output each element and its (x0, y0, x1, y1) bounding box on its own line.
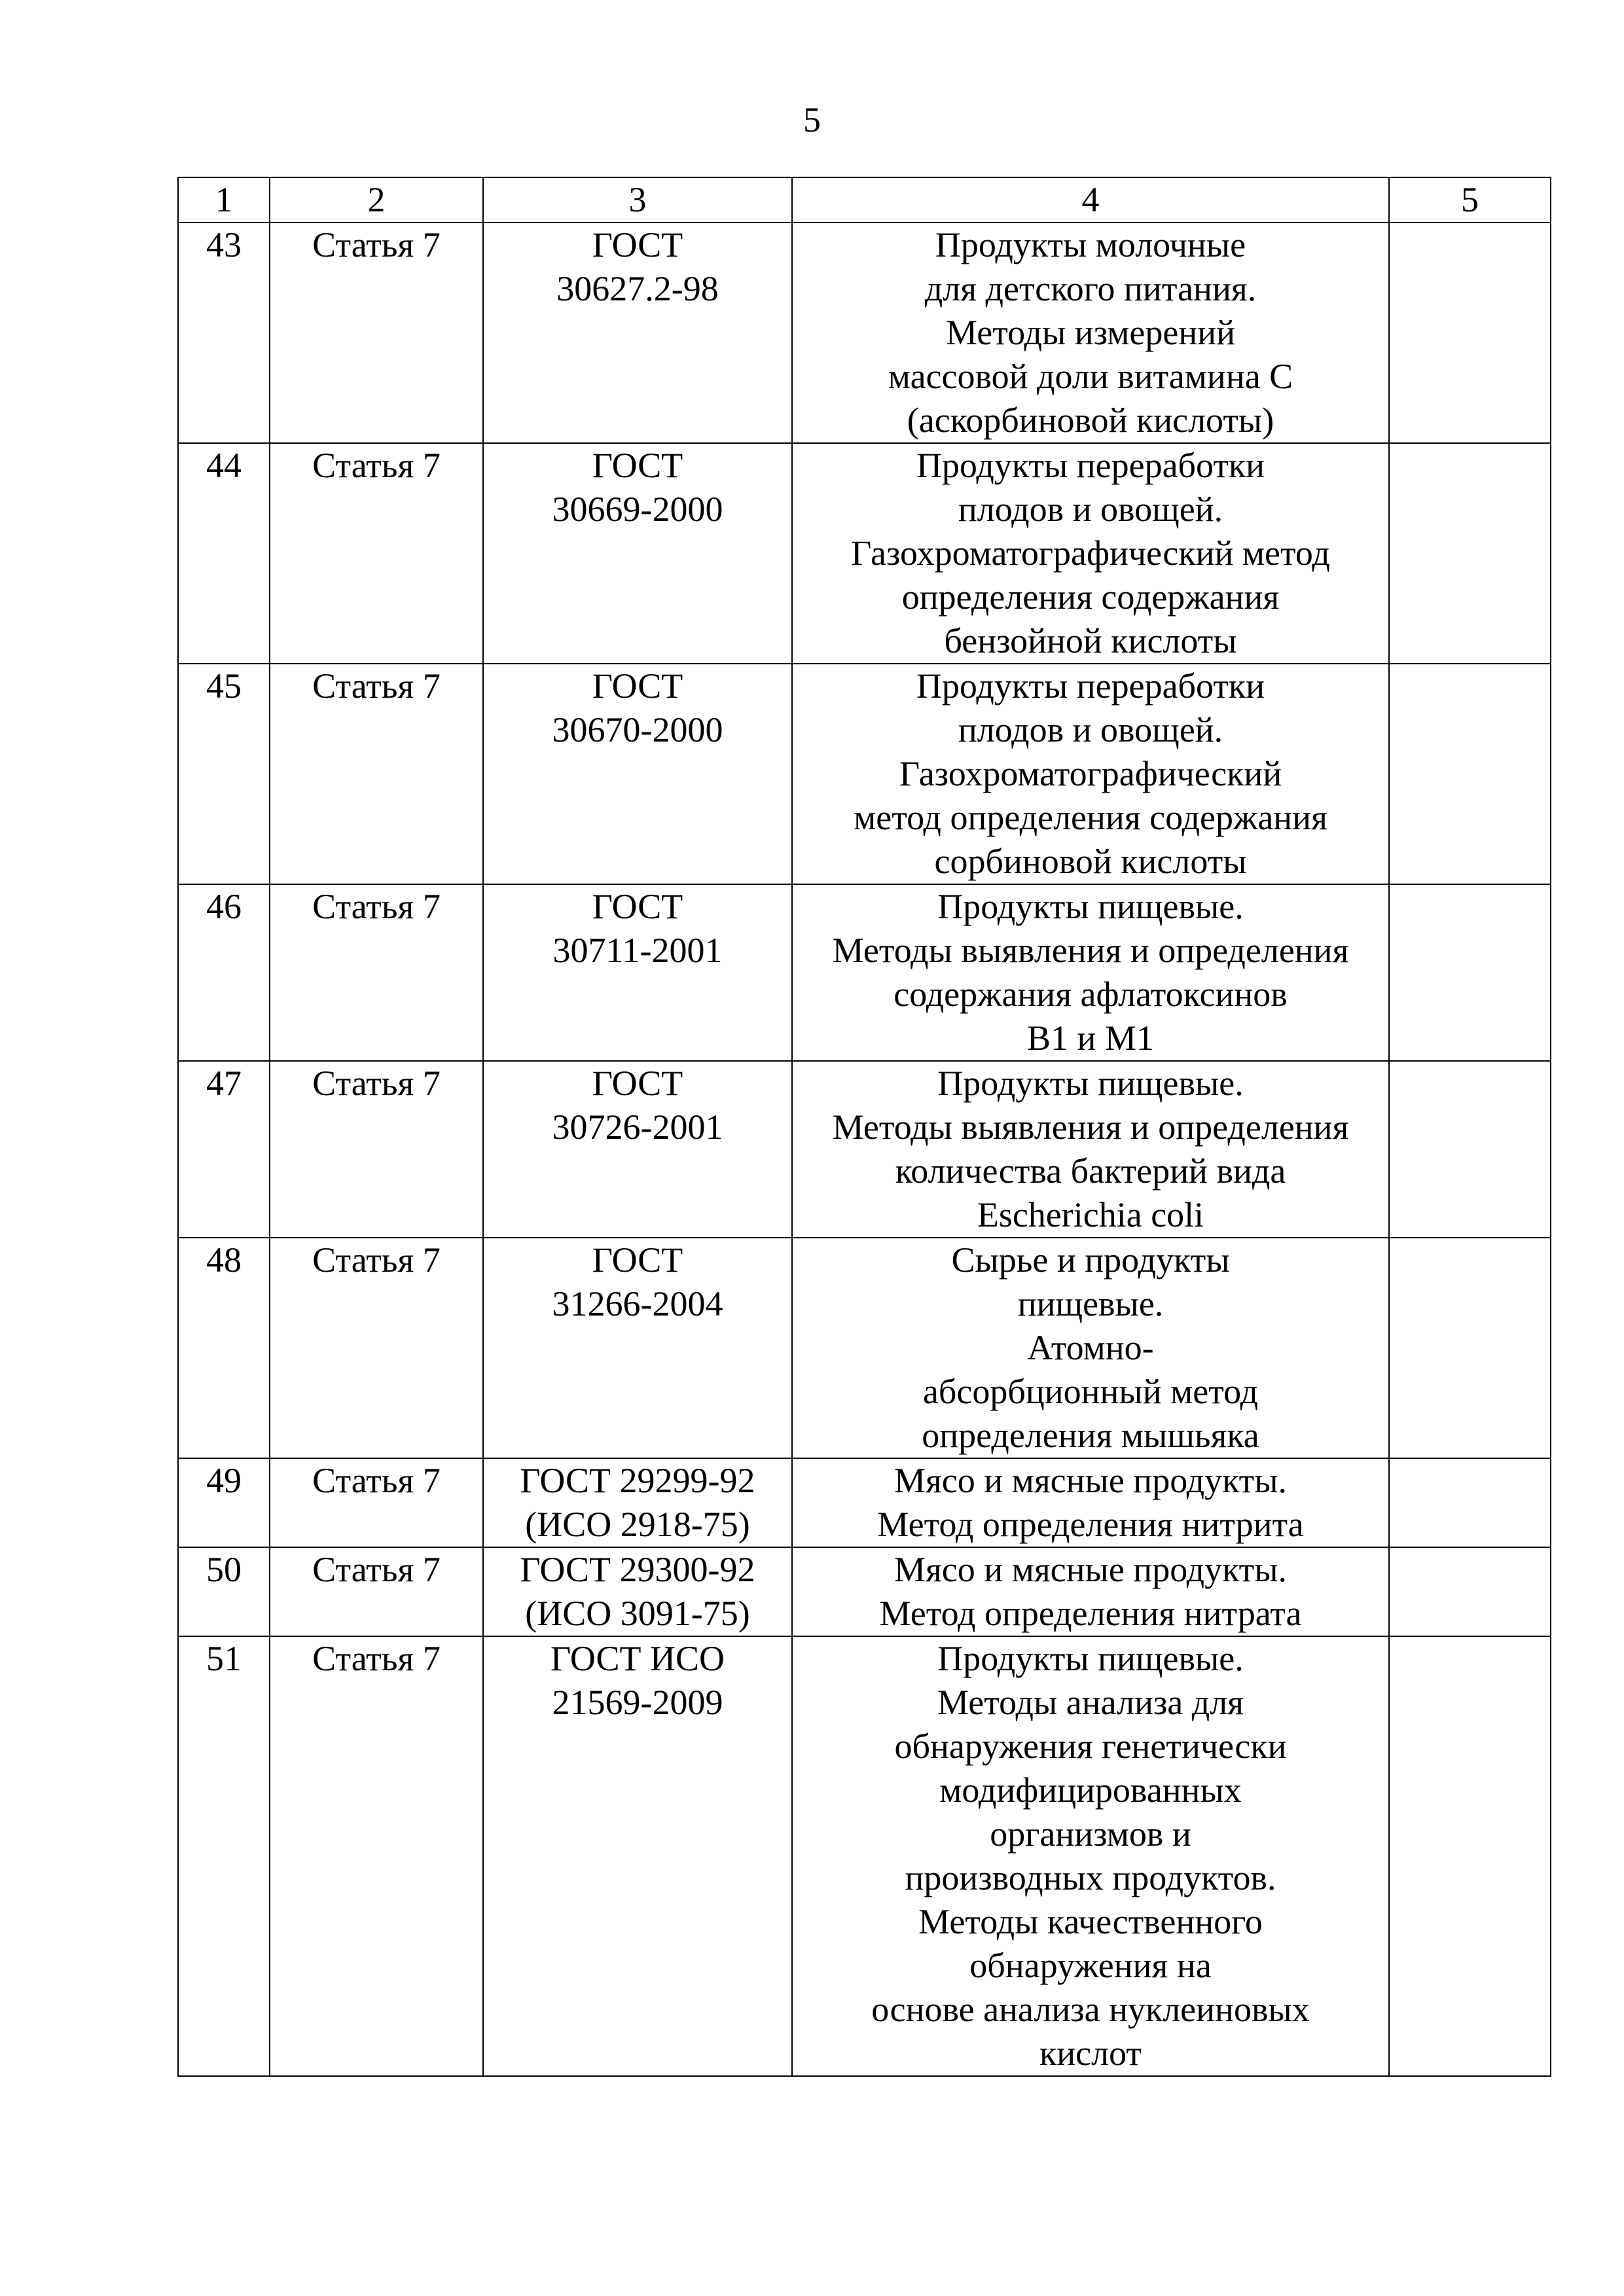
description-cell (792, 443, 1389, 664)
standard-line: 30670-2000 (552, 710, 723, 749)
description-line: производных продуктов. (905, 1858, 1276, 1897)
row-number-cell: 48 (178, 1238, 270, 1458)
standard-line: ГОСТ 29300-92 (520, 1550, 755, 1589)
standard-line: 30726-2001 (552, 1107, 723, 1147)
description-line: Атомно- (1027, 1328, 1154, 1367)
standard-line: 30669-2000 (552, 490, 723, 529)
note-cell (1389, 1636, 1551, 2076)
standard-line: ГОСТ 29299-92 (520, 1461, 755, 1500)
standard-cell (483, 664, 792, 884)
description-line: Газохроматографический метод (851, 533, 1330, 573)
article-cell: Статья 7 (270, 1061, 483, 1238)
table-row (178, 1238, 1551, 1458)
description-line: метод определения содержания (854, 798, 1327, 837)
description-line: для детского питания. (924, 269, 1257, 308)
article-cell: Статья 7 (270, 223, 483, 443)
description-line: плодов и овощей. (958, 710, 1223, 749)
description-line: определения мышьяка (922, 1416, 1259, 1455)
standard-line: ГОСТ ИСО (550, 1639, 725, 1678)
table-row (178, 1458, 1551, 1547)
description-line: Газохроматографический (899, 754, 1282, 793)
article-cell: Статья 7 (270, 664, 483, 884)
standard-line: ГОСТ (592, 225, 683, 264)
standard-line: ГОСТ (592, 887, 683, 926)
table-row (178, 223, 1551, 443)
standard-line: ГОСТ (592, 666, 683, 706)
row-number-cell: 45 (178, 664, 270, 884)
row-number-cell: 51 (178, 1636, 270, 2076)
description-line: основе анализа нуклеиновых (871, 1990, 1310, 2029)
description-line: Метод определения нитрита (877, 1505, 1304, 1544)
description-cell (792, 1238, 1389, 1458)
description-cell (792, 1458, 1389, 1547)
description-line: В1 и М1 (1027, 1018, 1154, 1058)
header-col-5: 5 (1389, 177, 1551, 223)
description-cell (792, 884, 1389, 1061)
description-cell (792, 223, 1389, 443)
row-number-cell: 43 (178, 223, 270, 443)
description-line: бензойной кислоты (944, 621, 1237, 660)
standard-line: ГОСТ (592, 1064, 683, 1103)
description-line: Продукты переработки (916, 446, 1265, 485)
table-row (178, 884, 1551, 1061)
description-line: абсорбционный метод (922, 1372, 1259, 1411)
standard-cell (483, 1547, 792, 1636)
note-cell (1389, 1458, 1551, 1547)
article-cell: Статья 7 (270, 1458, 483, 1547)
description-line: Метод определения нитрата (879, 1594, 1302, 1633)
note-cell (1389, 443, 1551, 664)
description-line: Продукты пищевые. (937, 1639, 1244, 1678)
note-cell (1389, 1547, 1551, 1636)
note-cell (1389, 664, 1551, 884)
note-cell (1389, 884, 1551, 1061)
description-line: модифицированных (939, 1770, 1242, 1810)
standard-cell (483, 1636, 792, 2076)
standards-table (177, 177, 1551, 2077)
row-number-cell: 50 (178, 1547, 270, 1636)
standard-line: 31266-2004 (552, 1284, 723, 1323)
table-row (178, 1061, 1551, 1238)
row-number-cell: 46 (178, 884, 270, 1061)
description-line: (аскорбиновой кислоты) (907, 401, 1274, 440)
standard-line: (ИСО 3091-75) (525, 1594, 750, 1633)
article-cell: Статья 7 (270, 443, 483, 664)
description-line: Методы анализа для (937, 1683, 1244, 1722)
description-line: кислот (1039, 2034, 1142, 2073)
standard-cell (483, 884, 792, 1061)
description-line: Продукты пищевые. (937, 1064, 1244, 1103)
header-col-3: 3 (483, 177, 792, 223)
description-line: Продукты пищевые. (937, 887, 1244, 926)
description-line: массовой доли витамина С (888, 357, 1293, 396)
standard-cell (483, 223, 792, 443)
table-row (178, 1547, 1551, 1636)
description-line: обнаружения генетически (894, 1727, 1287, 1766)
description-cell (792, 664, 1389, 884)
description-line: Мясо и мясные продукты. (893, 1461, 1288, 1500)
description-line: Методы выявления и определения (832, 931, 1349, 970)
description-line: сорбиновой кислоты (934, 842, 1247, 881)
description-cell (792, 1636, 1389, 2076)
table-header-row (178, 177, 1551, 223)
table-body (178, 223, 1551, 2076)
description-line: Мясо и мясные продукты. (893, 1550, 1288, 1589)
article-cell: Статья 7 (270, 884, 483, 1061)
description-line: плодов и овощей. (958, 490, 1223, 529)
row-number-cell: 47 (178, 1061, 270, 1238)
description-line: обнаружения на (969, 1946, 1212, 1985)
note-cell (1389, 223, 1551, 443)
note-cell (1389, 1061, 1551, 1238)
standard-line: 30627.2-98 (556, 269, 719, 308)
description-line: Продукты переработки (916, 666, 1265, 706)
description-line: содержания афлатоксинов (893, 975, 1288, 1014)
description-line: Методы качественного (918, 1902, 1263, 1941)
article-cell: Статья 7 (270, 1636, 483, 2076)
standard-cell (483, 1238, 792, 1458)
description-line: Методы измерений (945, 313, 1236, 352)
standard-line: ГОСТ (592, 446, 683, 485)
description-line: Продукты молочные (935, 225, 1246, 264)
row-number-cell: 49 (178, 1458, 270, 1547)
article-cell: Статья 7 (270, 1547, 483, 1636)
standard-cell (483, 443, 792, 664)
description-line: организмов и (990, 1814, 1191, 1854)
description-line: определения содержания (901, 577, 1280, 617)
standard-cell (483, 1061, 792, 1238)
header-col-1: 1 (178, 177, 270, 223)
header-col-2: 2 (270, 177, 483, 223)
standard-line: 21569-2009 (552, 1683, 723, 1722)
standard-line: 30711-2001 (552, 931, 723, 970)
standard-cell (483, 1458, 792, 1547)
page-number: 5 (803, 100, 821, 139)
article-cell: Статья 7 (270, 1238, 483, 1458)
description-cell (792, 1061, 1389, 1238)
table-row (178, 443, 1551, 664)
standard-line: ГОСТ (592, 1240, 683, 1280)
description-line: количества бактерий вида (895, 1151, 1286, 1191)
note-cell (1389, 1238, 1551, 1458)
table-row (178, 1636, 1551, 2076)
description-line: пищевые. (1017, 1284, 1164, 1323)
description-line: Методы выявления и определения (832, 1107, 1349, 1147)
standard-line: (ИСО 2918-75) (525, 1505, 750, 1544)
description-line: Escherichia coli (977, 1195, 1204, 1234)
table-row (178, 664, 1551, 884)
description-cell (792, 1547, 1389, 1636)
header-col-4: 4 (792, 177, 1389, 223)
row-number-cell: 44 (178, 443, 270, 664)
description-line: Сырье и продукты (951, 1240, 1230, 1280)
